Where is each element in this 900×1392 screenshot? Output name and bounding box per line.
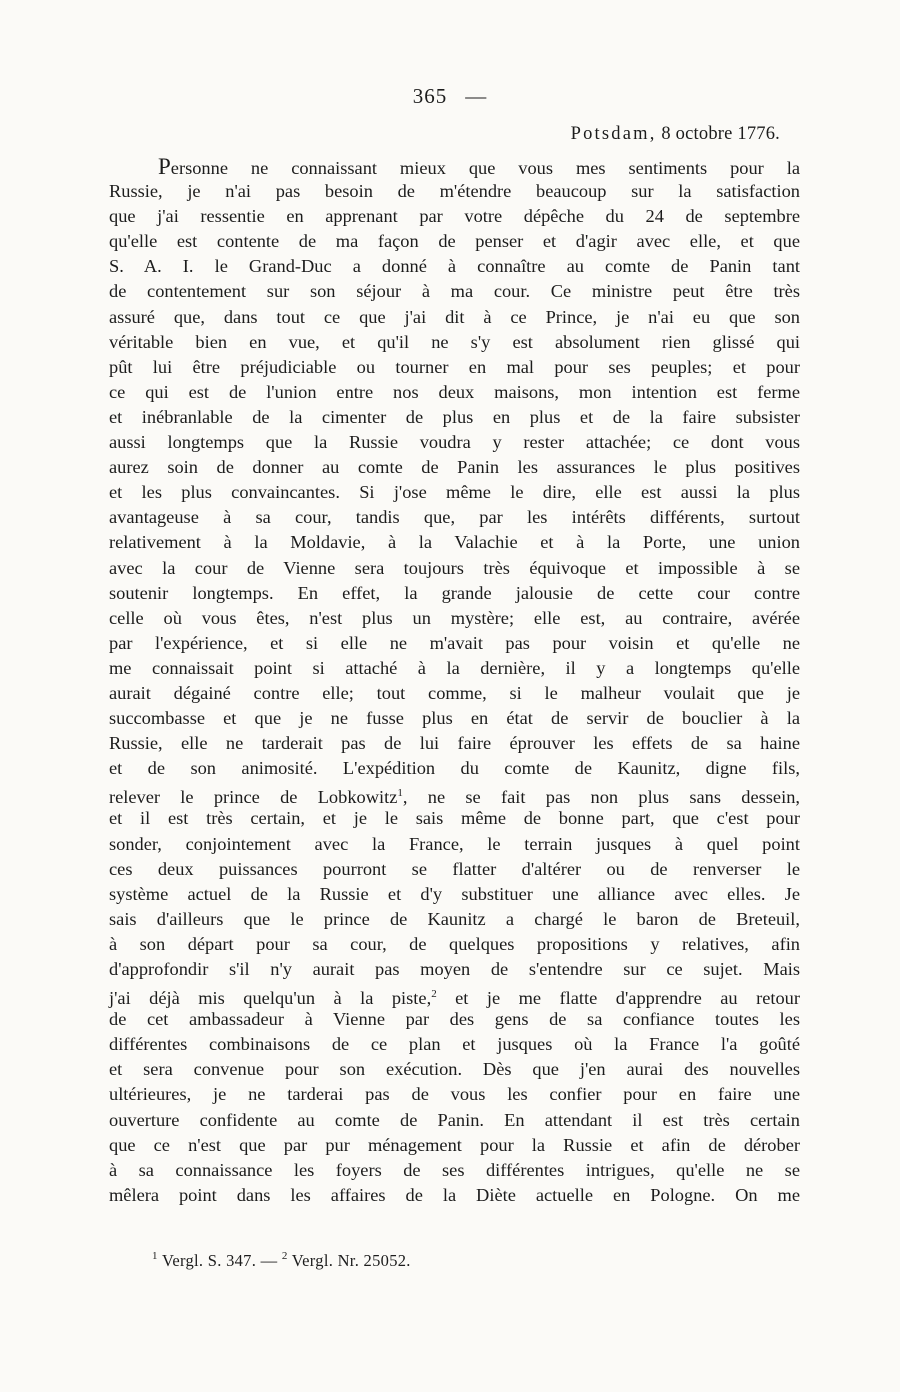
footnote-2-number: 2: [281, 1250, 288, 1262]
body-line: aussi longtemps que la Russie voudra y rester attachée; ce dont vous: [109, 432, 800, 453]
body-line: ouverture confidente au comte de Panin. En attendant il est très certain: [109, 1109, 800, 1130]
body-line: sais d'ailleurs que le prince de Kaunitz a chargé le baron de Breteuil,: [109, 908, 800, 929]
line-text: j'ai déjà mis quelqu'un à la piste,: [109, 988, 432, 1009]
body-line: et sera convenue pour son exécution. Dès que j'en aurai des nouvelles: [109, 1059, 800, 1080]
body-line: aurez soin de donner au comte de Panin les assurances le plus positives: [109, 457, 800, 478]
body-line: pût lui être préjudiciable ou tourner en mal pour ses peuples; et pour: [109, 356, 800, 377]
line-text: relever le prince de Lobkowitz: [109, 787, 398, 808]
body-line: véritable bien en vue, et qu'il ne s'y est absolument rien glissé qui: [109, 331, 800, 352]
header-dash: —: [465, 84, 488, 108]
footnote-separator: —: [260, 1251, 278, 1270]
body-line: différentes combinaisons de ce plan et jusques où la France l'a goûté: [109, 1034, 800, 1055]
first-line-text: ersonne ne connaissant mieux que vous mes sentiments pour la: [170, 158, 800, 178]
body-line: Russie, elle ne tarderait pas de lui faire éprouver les effets de sa haine: [109, 733, 800, 754]
body-line: me connaissait point si attaché à la dernière, il y a longtemps qu'elle: [109, 657, 800, 678]
body-line: d'approfondir s'il n'y aurait pas moyen de s'entendre sur ce sujet. Mais: [109, 959, 800, 979]
body-line: que ce n'est que par pur ménagement pour la Russie et afin de dérober: [109, 1134, 800, 1155]
body-line: et il est très certain, et je le sais même de bonne part, que c'est pour: [109, 808, 800, 829]
body-line: avec la cour de Vienne sera toujours très équivoque et impossible à se: [109, 557, 800, 578]
body-line: S. A. I. le Grand-Duc a donné à connaître au comte de Panin tant: [109, 256, 800, 277]
body-line: [109, 154, 800, 179]
footnote-1-text: Vergl. S. 347.: [161, 1251, 257, 1270]
body-line: aurait dégainé contre elle; tout comme, si le malheur voulait que je: [109, 682, 800, 703]
body-line: ultérieures, je ne tarderai pas de vous les confier pour en faire une: [109, 1084, 800, 1105]
body-line: soutenir longtemps. En effet, la grande jalousie de cette cour contre: [109, 582, 800, 603]
body-line: par l'expérience, et si elle ne m'avait pas pour voisin et qu'elle ne: [109, 632, 800, 653]
footnote-1-number: 1: [152, 1250, 158, 1262]
initial-letter: P: [158, 154, 171, 179]
body-line: relativement à la Moldavie, à la Valachie et à la Porte, une union: [109, 532, 800, 553]
body-line: et les plus convaincantes. Si j'ose même le dire, elle est aussi la plus: [109, 482, 800, 503]
dateline: [571, 124, 780, 145]
body-line: système actuel de la Russie et d'y substituer une alliance avec elles. Je: [109, 883, 800, 904]
body-line: et de son animosité. L'expédition du comte de Kaunitz, digne fils,: [109, 758, 800, 779]
footnote-1-marker: 1: [397, 787, 403, 800]
body-line: Russie, je n'ai pas besoin de m'étendre beaucoup sur la satisfaction: [109, 181, 800, 202]
body-line: assuré que, dans tout ce que j'ai dit à ce Prince, je n'ai eu que son: [109, 306, 800, 327]
body-line: [109, 781, 800, 806]
body-line: succombasse et que je ne fusse plus en état de servir de bouclier à la: [109, 708, 800, 729]
footnote-2-text: Vergl. Nr. 25052.: [291, 1251, 411, 1270]
body-line: que j'ai ressentie en apprenant par votre dépêche du 24 de septembre: [109, 206, 800, 227]
footnotes: [152, 1250, 411, 1271]
body-line: ces deux puissances pourront se flatter d'altérer ou de renverser le: [109, 858, 800, 879]
body-line: avantageuse à sa cour, tandis que, par les intérêts différents, surtout: [109, 507, 800, 528]
dateline-date: 8 octobre 1776.: [661, 124, 780, 144]
footnote-2-marker: 2: [431, 988, 437, 1001]
line-text: et je me flatte d'apprendre au retour: [436, 988, 800, 1009]
page-header: [0, 84, 900, 109]
page-number: 365: [412, 84, 448, 108]
body-line: à son départ pour sa cour, de quelques propositions y relatives, afin: [109, 933, 800, 954]
body-line: [109, 982, 800, 1007]
body-line: à sa connaissance les foyers de ses différentes intrigues, qu'elle ne se: [109, 1159, 800, 1180]
body-line: mêlera point dans les affaires de la Diète actuelle en Pologne. On me: [109, 1184, 800, 1205]
line-text: , ne se fait pas non plus sans dessein,: [402, 787, 800, 808]
body-line: qu'elle est contente de ma façon de penser et d'agir avec elle, et que: [109, 231, 800, 252]
body-line: et inébranlable de la cimenter de plus en plus et de la faire subsister: [109, 406, 800, 427]
body-line: de cet ambassadeur à Vienne par des gens de sa confiance toutes les: [109, 1009, 800, 1030]
dateline-place: Potsdam,: [570, 124, 657, 144]
body-line: celle où vous êtes, n'est plus un mystère; elle est, au contraire, avérée: [109, 607, 800, 628]
body-line: de contentement sur son séjour à ma cour. Ce ministre peut être très: [109, 281, 800, 302]
body-line: ce qui est de l'union entre nos deux maisons, mon intention est ferme: [109, 381, 800, 402]
letter-body: [109, 154, 800, 1208]
body-line: sonder, conjointement avec la France, le terrain jusques à quel point: [109, 833, 800, 854]
